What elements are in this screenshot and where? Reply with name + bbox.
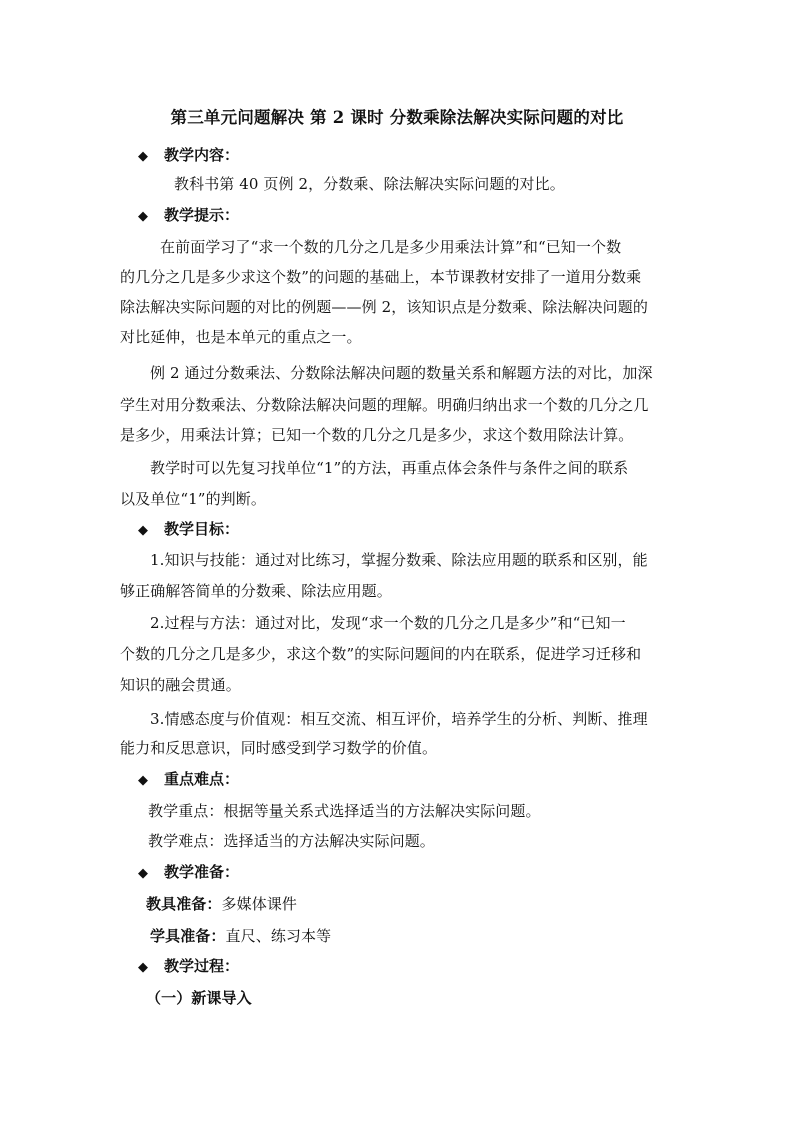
paragraph-line: 个数的几分之几是多少，求这个数”的实际问题间的内在联系，促进学习迁移和 (120, 645, 642, 663)
paragraph-line: 教学时可以先复习找单位“1”的方法，再重点体会条件与条件之间的联系 (150, 459, 629, 477)
paragraph-line: 3.情感态度与价值观：相互交流、相互评价，培养学生的分析、判断、推理 (150, 710, 648, 728)
section-heading-goals (138, 518, 239, 539)
paragraph-line: 在前面学习了“求一个数的几分之几是多少用乘法计算”和“已知一个数 (160, 238, 622, 256)
paragraph-line: 1.知识与技能：通过对比练习，掌握分数乘、除法应用题的联系和区别，能 (150, 551, 648, 569)
heading-text: 教学过程： (164, 957, 240, 975)
diamond-bullet-icon: ◆ (138, 866, 148, 881)
paragraph-line: 以及单位“1”的判断。 (120, 490, 266, 508)
paragraph-line: 除法解决实际问题的对比的例题——例 2，该知识点是分数乘、除法解决问题的 (120, 298, 648, 316)
teacher-prep-label: 教具准备： (146, 895, 222, 913)
teaching-difficulty: 教学难点：选择适当的方法解决实际问题。 (148, 832, 435, 850)
student-prep (150, 925, 331, 946)
paragraph-line: 2.过程与方法：通过对比，发现“求一个数的几分之几是多少”和“已知一 (150, 614, 626, 632)
paragraph-line: 学生对用分数乘法、分数除法解决问题的理解。明确归纳出求一个数的几分之几 (120, 396, 649, 414)
diamond-bullet-icon: ◆ (138, 773, 148, 788)
heading-text: 教学准备： (164, 863, 240, 881)
paragraph-line: 例 2 通过分数乘法、分数除法解决问题的数量关系和解题方法的对比，加深 (150, 364, 653, 382)
section-heading-key-points (138, 768, 239, 789)
section-heading-process (138, 955, 239, 976)
content-text: 教科书第 40 页例 2，分数乘、除法解决实际问题的对比。 (174, 175, 565, 193)
section-heading-tips (138, 204, 239, 225)
teacher-prep-value: 多媒体课件 (221, 895, 298, 913)
diamond-bullet-icon: ◆ (138, 523, 148, 538)
paragraph-line: 能力和反思意识，同时感受到学习数学的价值。 (120, 739, 438, 757)
paragraph-line: 的几分之几是多少求这个数”的问题的基础上，本节课教材安排了一道用分数乘 (120, 268, 642, 286)
section-heading-preparation (138, 861, 239, 882)
diamond-bullet-icon: ◆ (138, 149, 148, 164)
diamond-bullet-icon: ◆ (138, 960, 148, 975)
student-prep-label: 学具准备： (150, 927, 226, 945)
teaching-focus: 教学重点：根据等量关系式选择适当的方法解决实际问题。 (148, 802, 541, 820)
teacher-prep (146, 893, 297, 914)
document-title: 第三单元问题解决 第 2 课时 分数乘除法解决实际问题的对比 (170, 108, 624, 127)
heading-text: 教学内容： (164, 146, 240, 164)
student-prep-value: 直尺、练习本等 (225, 927, 332, 945)
heading-text: 教学提示： (164, 206, 240, 224)
heading-text: 重点难点： (164, 770, 240, 788)
heading-text: 教学目标： (164, 520, 240, 538)
diamond-bullet-icon: ◆ (138, 209, 148, 224)
paragraph-line: 是多少，用乘法计算；已知一个数的几分之几是多少，求这个数用除法计算。 (120, 426, 634, 444)
paragraph-line: 知识的融会贯通。 (120, 676, 241, 694)
process-subheading: （一）新课导入 (146, 989, 252, 1007)
section-heading-content (138, 144, 239, 165)
paragraph-line: 对比延伸，也是本单元的重点之一。 (120, 328, 362, 346)
paragraph-line: 够正确解答简单的分数乘、除法应用题。 (120, 582, 392, 600)
